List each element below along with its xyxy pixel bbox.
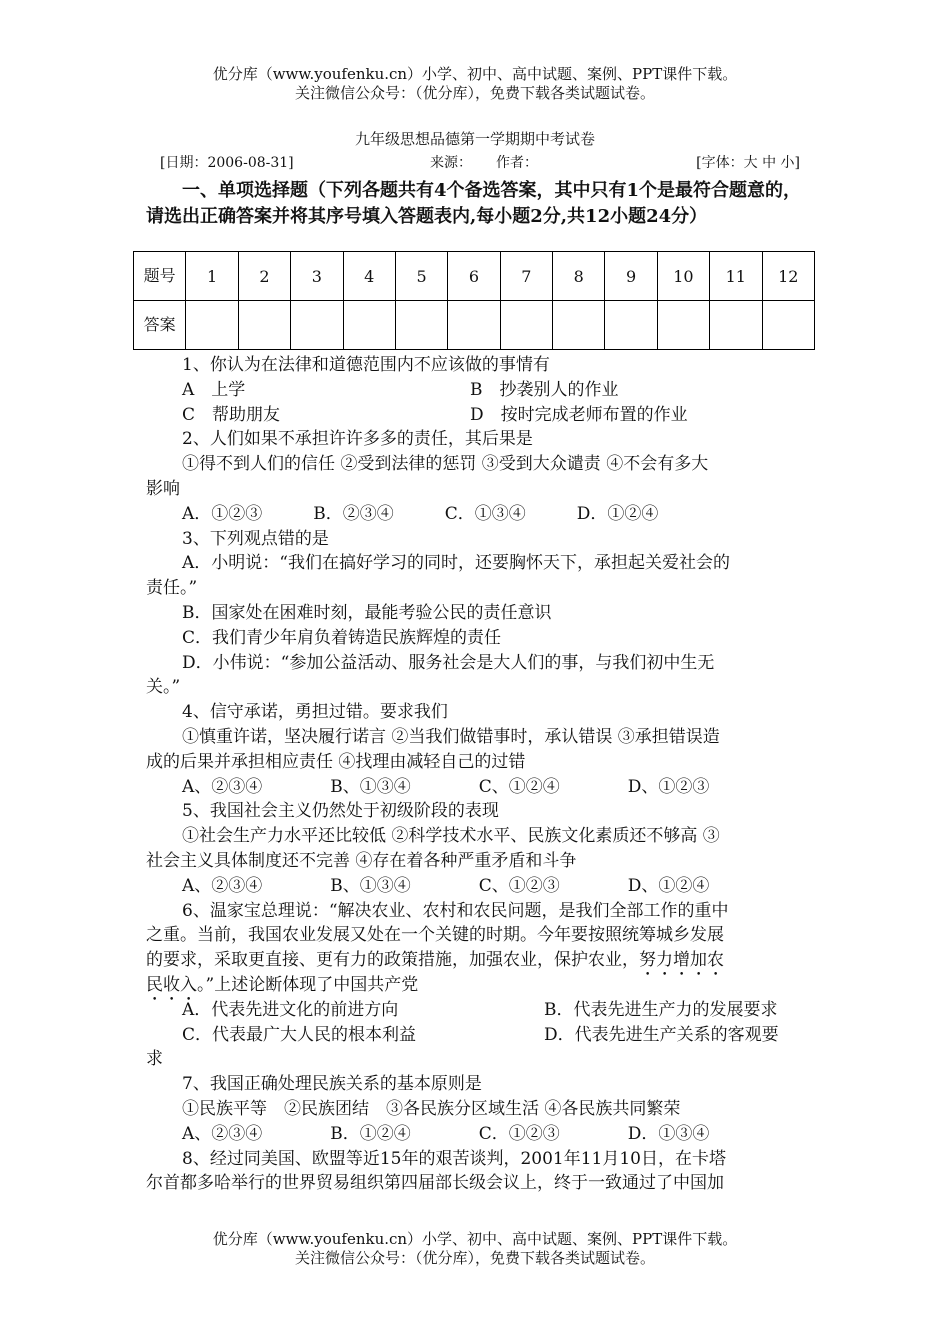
question-6-emphasis-2: 民收入	[146, 974, 197, 995]
option-a: A．代表先进文化的前进方向	[182, 999, 399, 1020]
answer-cell[interactable]	[553, 301, 605, 350]
number-cell: 3	[291, 252, 343, 301]
question-7-statements: ①民族平等 ②民族团结 ③各民族分区域生活 ④各民族共同繁荣	[182, 1098, 681, 1119]
question-3-option-c: C．我们青少年肩负着铸造民族辉煌的责任	[182, 627, 502, 648]
number-cell: 4	[343, 252, 395, 301]
question-6-line-3	[146, 948, 806, 973]
question-4-statements: ①慎重许诺，坚决履行诺言 ②当我们做错事时，承认错误 ③承担错误造	[182, 726, 720, 747]
question-4: 4、信守承诺，勇担过错。要求我们	[182, 702, 448, 723]
question-6-line-4	[146, 973, 806, 998]
page-header	[0, 65, 950, 103]
option-b: B．代表先进生产力的发展要求	[544, 999, 778, 1020]
answer-table-number-row	[134, 252, 815, 301]
question-3-option-a: A．小明说：“我们在搞好学习的同时，还要胸怀天下，承担起关爱社会的	[182, 553, 730, 574]
answer-cell[interactable]	[186, 301, 238, 350]
answer-cell[interactable]	[710, 301, 762, 350]
question-8: 8、经过同美国、欧盟等近15年的艰苦谈判，2001年11月10日，在卡塔	[182, 1148, 726, 1169]
number-cell: 7	[500, 252, 552, 301]
question-6-options-ab	[146, 998, 806, 1023]
question-7: 7、我国正确处理民族关系的基本原则是	[182, 1074, 482, 1095]
footer-line-1: 优分库（www.youfenku.cn）小学、初中、高中试题、案例、PPT课件下载。	[212, 1230, 738, 1248]
answer-cell[interactable]	[605, 301, 657, 350]
question-6-option-d-cont: 求	[146, 1049, 163, 1070]
number-cell: 5	[395, 252, 447, 301]
section-title: 一、单项选择题（下列各题共有4个备选答案，其中只有1个是最符合题意的，请选出正确答案并将其序号填入答题表内,每小题2分,共12小题24分）	[146, 180, 802, 227]
question-2: 2、人们如果不承担许许多多的责任，其后果是	[182, 429, 533, 450]
option-a: A 上学	[182, 379, 246, 400]
question-5-options: A、②③④ B、①③④ C、①②③ D、①②④	[182, 875, 710, 896]
answer-table	[133, 251, 815, 350]
number-cell: 6	[448, 252, 500, 301]
article-meta	[160, 152, 800, 172]
question-6: 6、温家宝总理说：“解决农业、农村和农民问题，是我们全部工作的重中	[182, 900, 729, 921]
number-cell: 10	[657, 252, 709, 301]
option-d: D 按时完成老师布置的作业	[470, 404, 688, 425]
question-3-option-a-cont: 责任。”	[146, 578, 198, 599]
meta-author: 作者：	[496, 155, 538, 171]
question-2-options: A．①②③ B．②③④ C．①③④ D．①②④	[182, 503, 659, 524]
question-5: 5、我国社会主义仍然处于初级阶段的表现	[182, 801, 499, 822]
option-c: C 帮助朋友	[182, 404, 281, 425]
question-3: 3、下列观点错的是	[182, 528, 329, 549]
meta-source: 来源：	[430, 155, 472, 171]
answer-cell[interactable]	[395, 301, 447, 350]
question-2-statements: ①得不到人们的信任 ②受到法律的惩罚 ③受到大众谴责 ④不会有多大	[182, 454, 709, 475]
header-line-2: 关注微信公众号：（优分库），免费下载各类试题试卷。	[294, 84, 655, 102]
answer-cell[interactable]	[291, 301, 343, 350]
header-line-1: 优分库（www.youfenku.cn）小学、初中、高中试题、案例、PPT课件下载。	[212, 65, 738, 83]
question-6-options-cd	[146, 1023, 806, 1048]
option-d: D．代表先进生产关系的客观要	[544, 1024, 779, 1045]
answer-table-answer-row	[134, 301, 815, 350]
answer-cell[interactable]	[500, 301, 552, 350]
meta-date: [日期：2006-08-31]	[160, 155, 294, 171]
question-6-line-4b: 。”上述论断体现了中国共产党	[197, 974, 419, 995]
question-1: 1、你认为在法律和道德范围内不应该做的事情有	[182, 355, 550, 375]
number-cell: 2	[238, 252, 290, 301]
number-cell: 11	[710, 252, 762, 301]
option-c: C．代表最广大人民的根本利益	[182, 1024, 417, 1045]
question-5-statements-cont: 社会主义具体制度还不完善 ④存在着各种严重矛盾和斗争	[146, 850, 577, 871]
answer-cell[interactable]	[762, 301, 815, 350]
questions	[146, 353, 806, 1196]
option-b: B 抄袭别人的作业	[470, 379, 619, 400]
question-2-statements-cont: 影响	[146, 478, 180, 499]
question-6-line-3a: 的要求，采取更直接、更有力的政策措施，加强农业，保护农业，	[146, 950, 639, 971]
footer-line-2: 关注微信公众号：（优分库），免费下载各类试题试卷。	[294, 1249, 655, 1267]
question-1-options-cd	[146, 403, 806, 428]
row-label-answer: 答案	[134, 301, 186, 350]
number-cell: 8	[553, 252, 605, 301]
question-7-options: A、②③④ B．①②④ C．①②③ D．①③④	[182, 1123, 710, 1144]
question-5-statements: ①社会生产力水平还比较低 ②科学技术水平、民族文化素质还不够高 ③	[182, 826, 720, 847]
number-cell: 9	[605, 252, 657, 301]
question-6-line-2: 之重。当前，我国农业发展又处在一个关键的时期。今年要按照统筹城乡发展	[146, 925, 724, 946]
question-3-option-d: D．小伟说：“参加公益活动、服务社会是大人们的事，与我们初中生无	[182, 652, 715, 673]
question-8-line-2: 尔首都多哈举行的世界贸易组织第四届部长级会议上，终于一致通过了中国加	[146, 1173, 724, 1194]
question-6-emphasis-1: 努力增加农	[639, 950, 724, 971]
number-cell: 1	[186, 252, 238, 301]
meta-font-size[interactable]: [字体：大 中 小]	[696, 155, 800, 171]
page-footer	[0, 1230, 950, 1268]
exam-title: 九年级思想品德第一学期期中考试卷	[354, 130, 595, 148]
answer-cell[interactable]	[343, 301, 395, 350]
answer-cell[interactable]	[238, 301, 290, 350]
question-3-option-b: B．国家处在困难时刻，最能考验公民的责任意识	[182, 602, 552, 623]
question-3-option-d-cont: 关。”	[146, 677, 181, 698]
question-1-options-ab	[146, 378, 806, 403]
row-label-number: 题号	[134, 252, 186, 301]
question-4-options: A、②③④ B、①③④ C、①②④ D、①②③	[182, 776, 710, 797]
number-cell: 12	[762, 252, 815, 301]
answer-cell[interactable]	[657, 301, 709, 350]
answer-cell[interactable]	[448, 301, 500, 350]
question-4-statements-cont: 成的后果并承担相应责任 ④找理由减轻自己的过错	[146, 751, 526, 772]
